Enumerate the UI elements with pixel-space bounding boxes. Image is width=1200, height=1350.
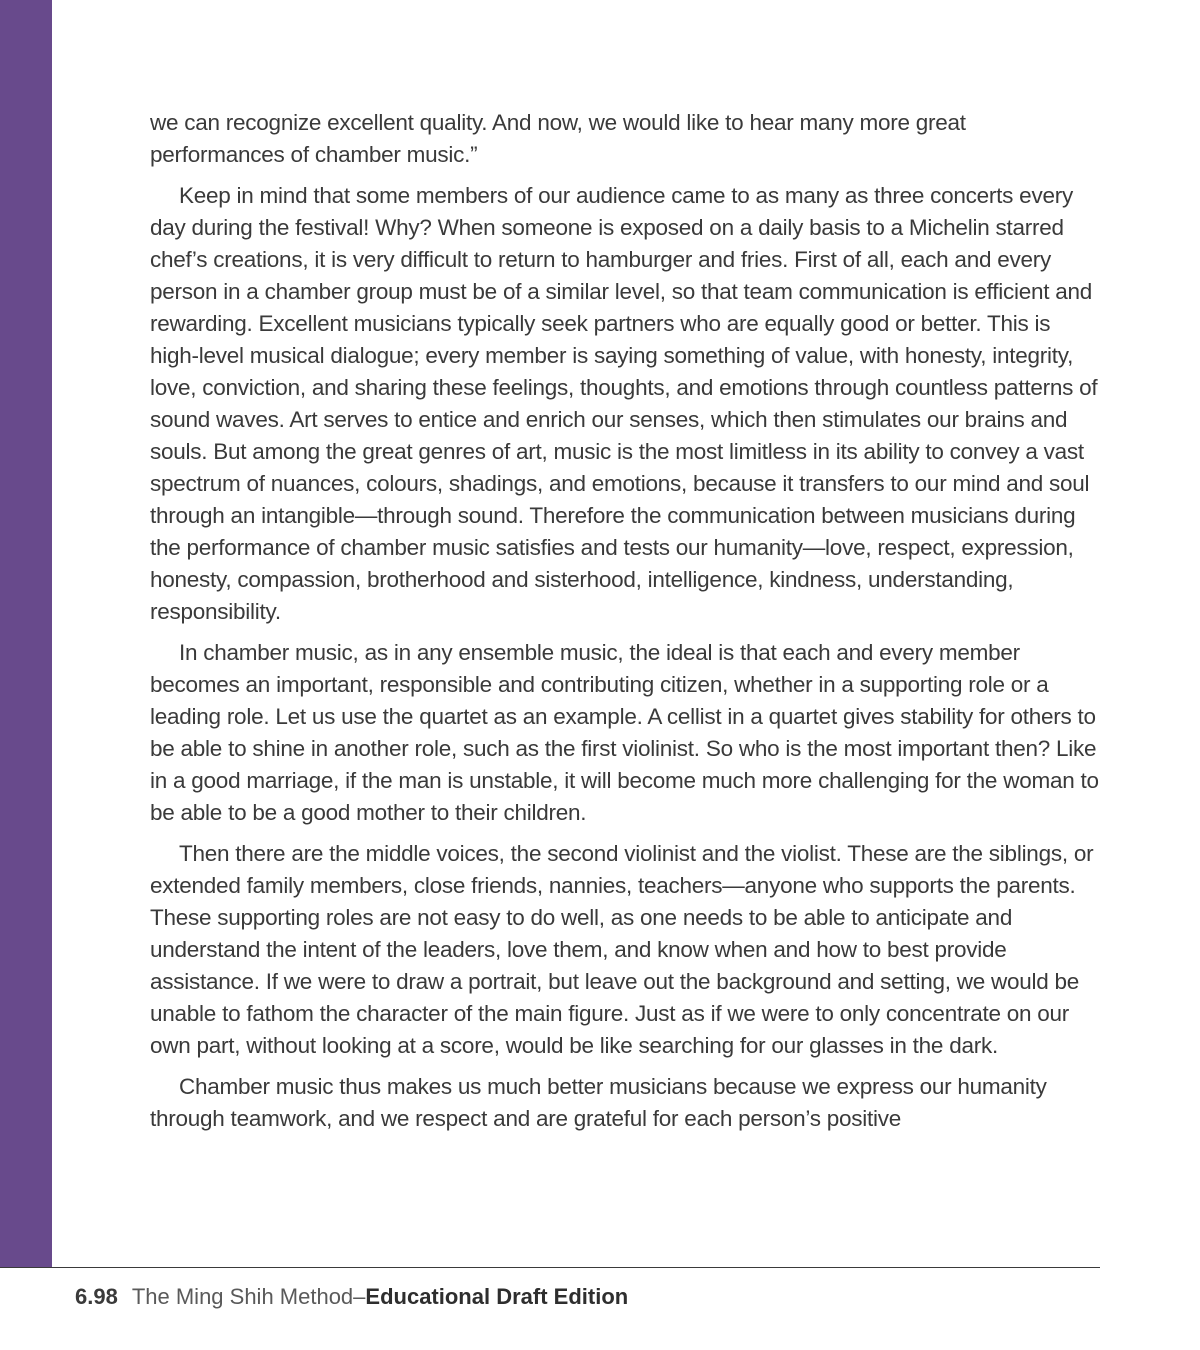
book-title: The Ming Shih Method– bbox=[131, 1284, 366, 1309]
edition-label: Educational Draft Edition bbox=[365, 1284, 629, 1309]
side-color-bar bbox=[0, 0, 52, 1268]
paragraph-continuation: we can recognize excellent quality. And now, we would like to hear many more great performances of chamber music.” bbox=[150, 110, 966, 167]
paragraph-ensemble-roles: In chamber music, as in any ensemble music, the ideal is that each and every member becomes an important, responsible and contributing citizen, whether in a supporting role or a leading role. Let us use the quartet as an example. A cellist in a quartet gives stability for others to be able to shine in another role, such as the first violinist. So who is the most important then? Like in a good marriage, if the man is unstable, it will become much more challenging for the woman to be able to be a good mother to their children. bbox=[150, 640, 1099, 825]
page-number: 6.98 bbox=[75, 1284, 118, 1309]
page-footer bbox=[75, 1282, 628, 1312]
paragraph-festival: Keep in mind that some members of our audience came to as many as three concerts every day during the festival! Why? When someone is exposed on a daily basis to a Michelin starred chef’s creations, it is very difficult to return to hamburger and fries. First of all, each and every person in a chamber group must be of a similar level, so that team communication is efficient and rewarding. Excellent musicians typically seek partners who are equally good or better. This is high-level musical dialogue; every member is saying something of value, with honesty, integrity, love, conviction, and sharing these feelings, thoughts, and emotions through countless patterns of sound waves. Art serves to entice and enrich our senses, which then stimulates our brains and souls. But among the great genres of art, music is the most limitless in its ability to convey a vast spectrum of nuances, colours, shadings, and emotions, because it transfers to our mind and soul through an intangible—through sound. Therefore the communication between musicians during the performance of chamber music satisfies and tests our humanity—love, respect, expression, honesty, compassion, brotherhood and sisterhood, intelligence, kindness, understanding, responsibility. bbox=[150, 183, 1098, 624]
body-text bbox=[150, 107, 1102, 1144]
paragraph-teamwork: Chamber music thus makes us much better musicians because we express our humanity through teamwork, and we respect and are grateful for each person’s positive bbox=[150, 1074, 1047, 1131]
paragraph-middle-voices: Then there are the middle voices, the second violinist and the violist. These are the siblings, or extended family members, close friends, nannies, teachers—anyone who supports the parents. These supporting roles are not easy to do well, as one needs to be able to anticipate and understand the intent of the leaders, love them, and know when and how to best provide assistance. If we were to draw a portrait, but leave out the background and setting, we would be unable to fathom the character of the main figure. Just as if we were to only concentrate on our own part, without looking at a score, would be like searching for our glasses in the dark. bbox=[150, 841, 1094, 1058]
footer-rule bbox=[0, 1267, 1100, 1268]
